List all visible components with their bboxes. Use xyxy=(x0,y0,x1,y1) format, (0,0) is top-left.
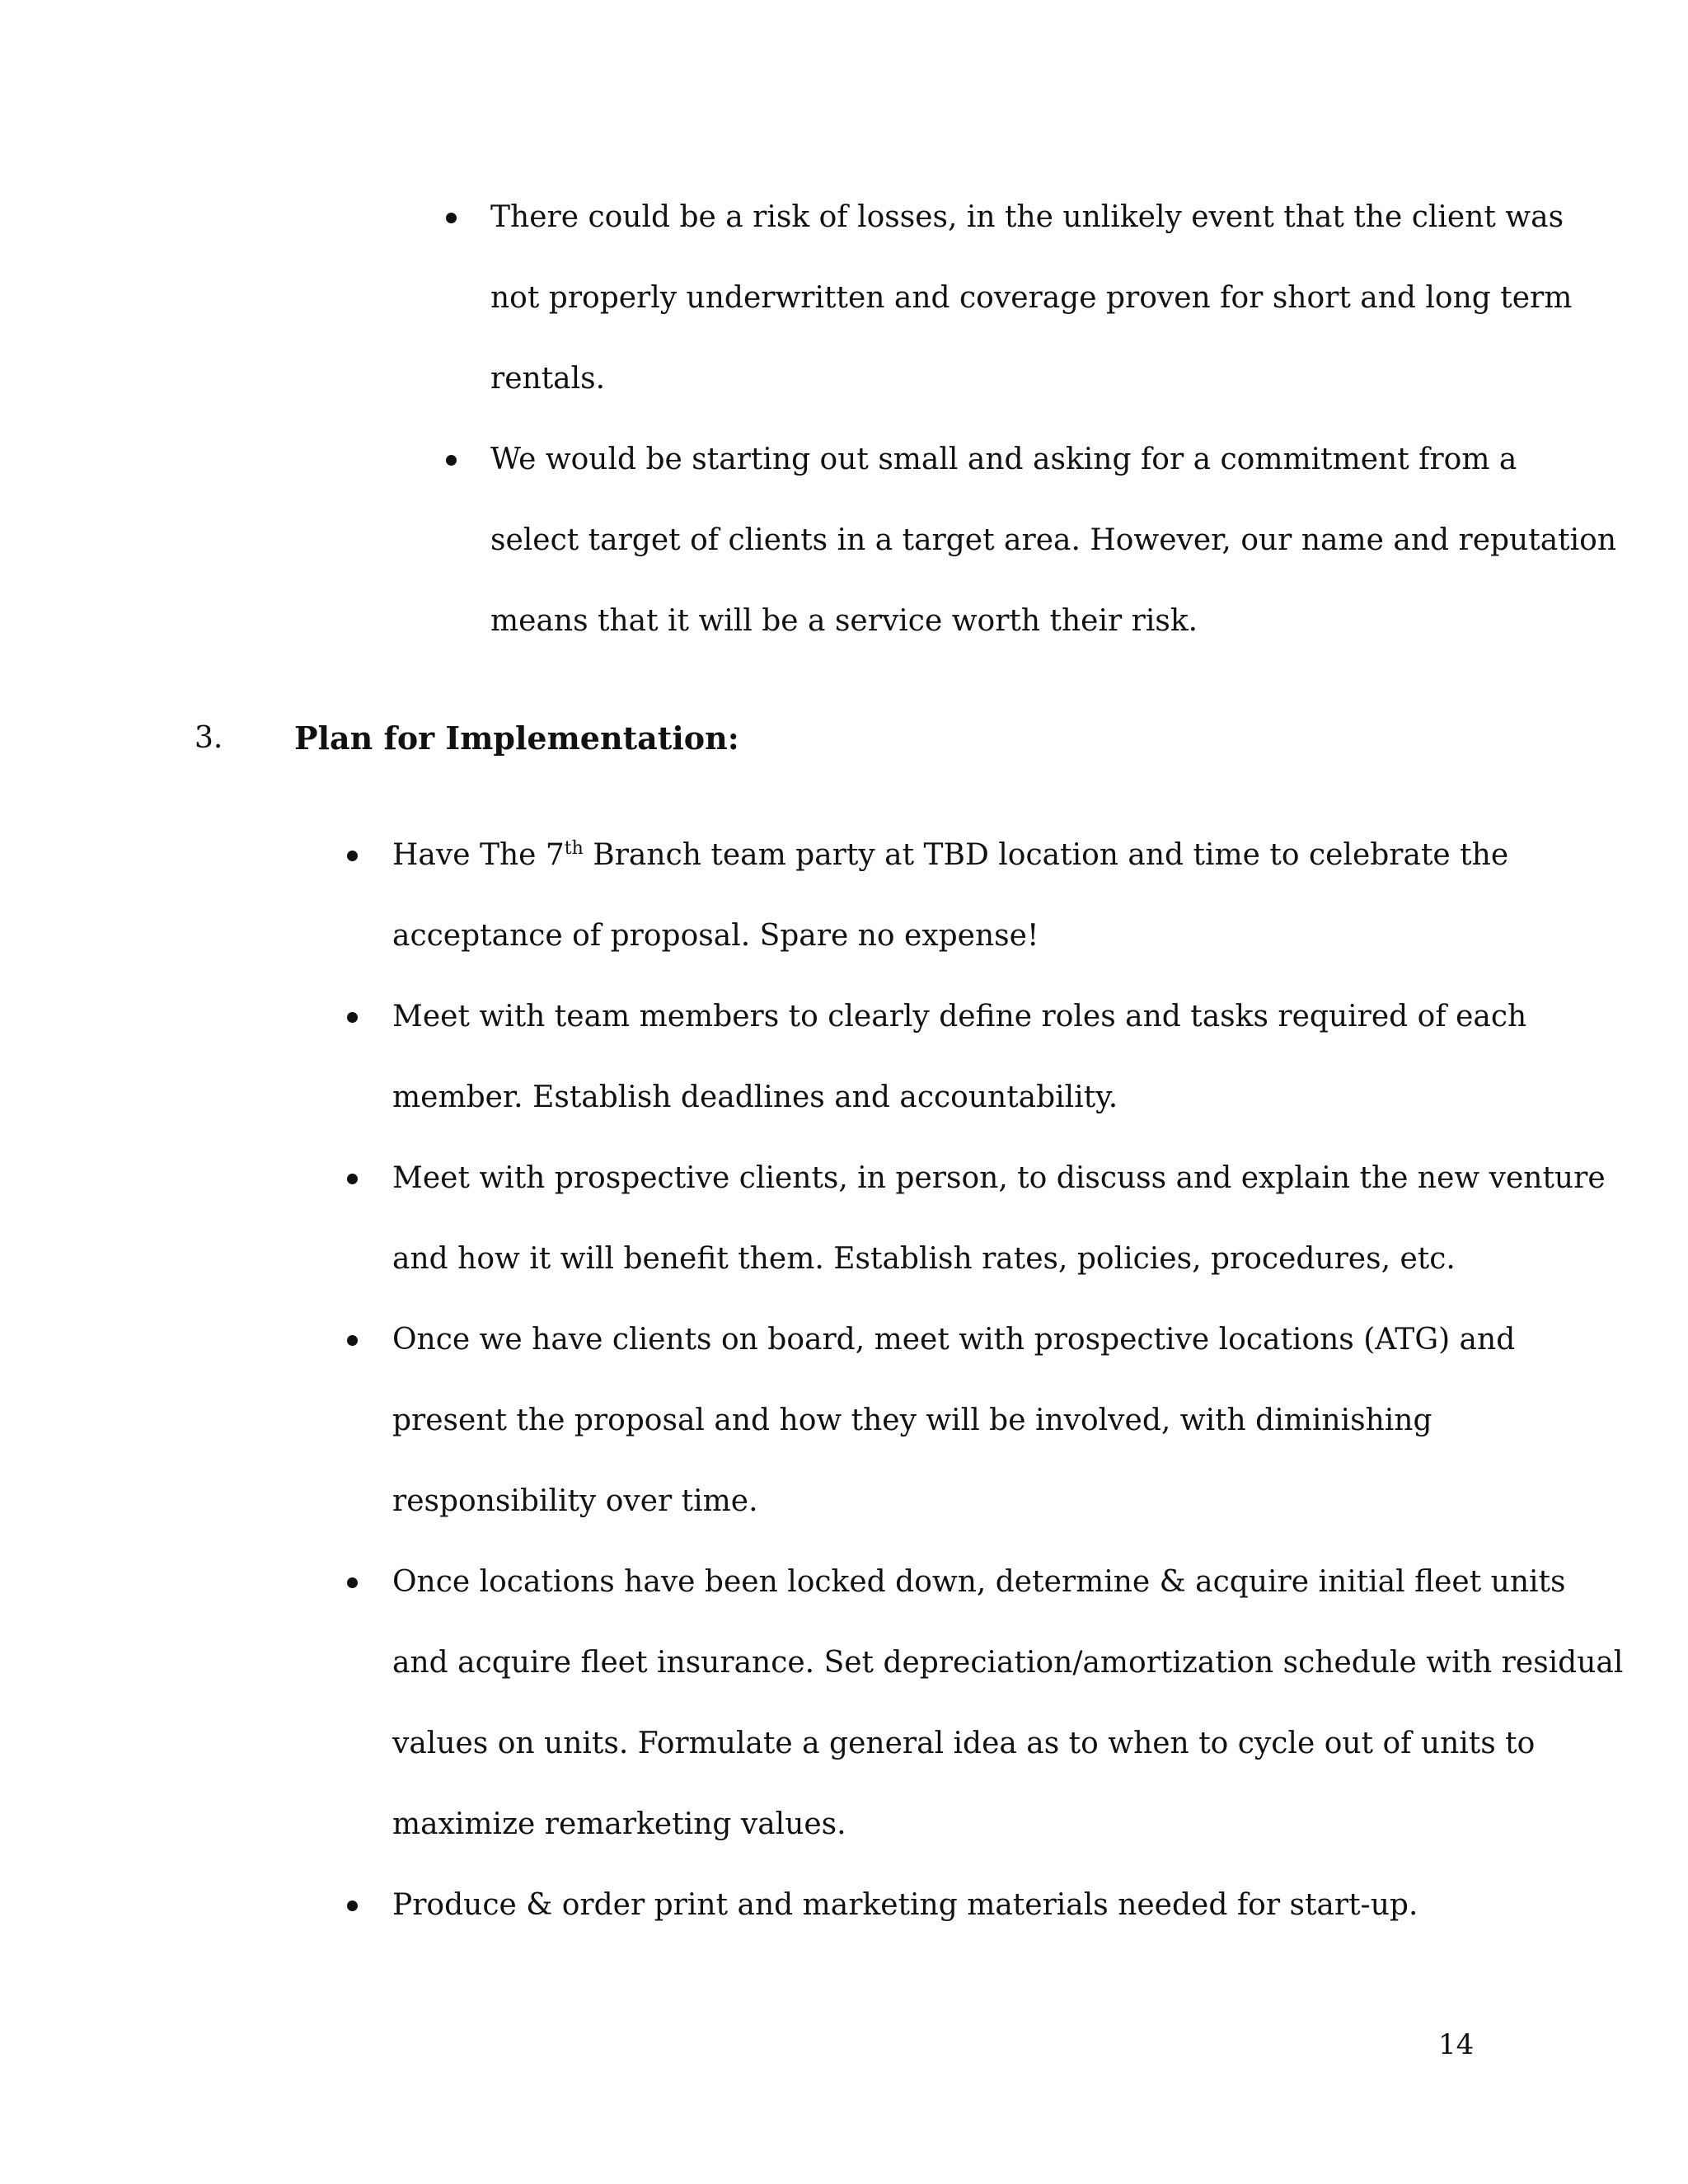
paragraph-line: Produce & order print and marketing materials needed for start-up. xyxy=(392,1888,1418,1922)
bullet-icon xyxy=(347,1335,358,1346)
paragraph-line: present the proposal and how they will be involved, with diminishing xyxy=(392,1404,1432,1437)
text-run: Have The 7 xyxy=(392,838,565,872)
section-title: Plan for Implementation: xyxy=(294,719,739,757)
bullet-icon xyxy=(347,1174,358,1184)
bullet-icon xyxy=(347,1577,358,1588)
bullet-icon xyxy=(446,213,457,223)
paragraph-line: Meet with team members to clearly define roles and tasks required of each xyxy=(392,1000,1527,1033)
superscript: th xyxy=(564,838,584,859)
paragraph-line: maximize remarketing values. xyxy=(392,1807,846,1841)
page-number: 14 xyxy=(1438,2028,1475,2061)
paragraph-line: not properly underwritten and coverage proven for short and long term xyxy=(490,281,1573,315)
paragraph-line: and how it will benefit them. Establish rates, policies, procedures, etc. xyxy=(392,1242,1456,1276)
bullet-icon xyxy=(446,455,457,466)
paragraph-line xyxy=(392,837,1508,874)
paragraph-line: select target of clients in a target area. However, our name and reputation xyxy=(490,523,1617,557)
text-run: Branch team party at TBD location and time to celebrate the xyxy=(583,838,1509,872)
paragraph-line: responsibility over time. xyxy=(392,1484,758,1518)
paragraph-line: Once locations have been locked down, determine & acquire initial fleet units xyxy=(392,1565,1566,1599)
bullet-icon xyxy=(347,851,358,861)
paragraph-line: acceptance of proposal. Spare no expense! xyxy=(392,919,1039,953)
bullet-icon xyxy=(347,1900,358,1911)
paragraph-line: Once we have clients on board, meet with prospective locations (ATG) and xyxy=(392,1323,1516,1357)
paragraph-line: values on units. Formulate a general idea as to when to cycle out of units to xyxy=(392,1727,1536,1760)
paragraph-line: We would be starting out small and asking for a commitment from a xyxy=(490,443,1517,476)
bullet-icon xyxy=(347,1012,358,1023)
paragraph-line: Meet with prospective clients, in person, to discuss and explain the new venture xyxy=(392,1161,1606,1195)
paragraph-line: and acquire fleet insurance. Set depreciation/amortization schedule with residual xyxy=(392,1646,1624,1680)
paragraph-line: rentals. xyxy=(490,362,606,396)
paragraph-line: There could be a risk of losses, in the unlikely event that the client was xyxy=(490,200,1564,234)
section-number: 3. xyxy=(195,721,223,755)
paragraph-line: member. Establish deadlines and accountability. xyxy=(392,1080,1118,1114)
paragraph-line: means that it will be a service worth their risk. xyxy=(490,604,1198,638)
